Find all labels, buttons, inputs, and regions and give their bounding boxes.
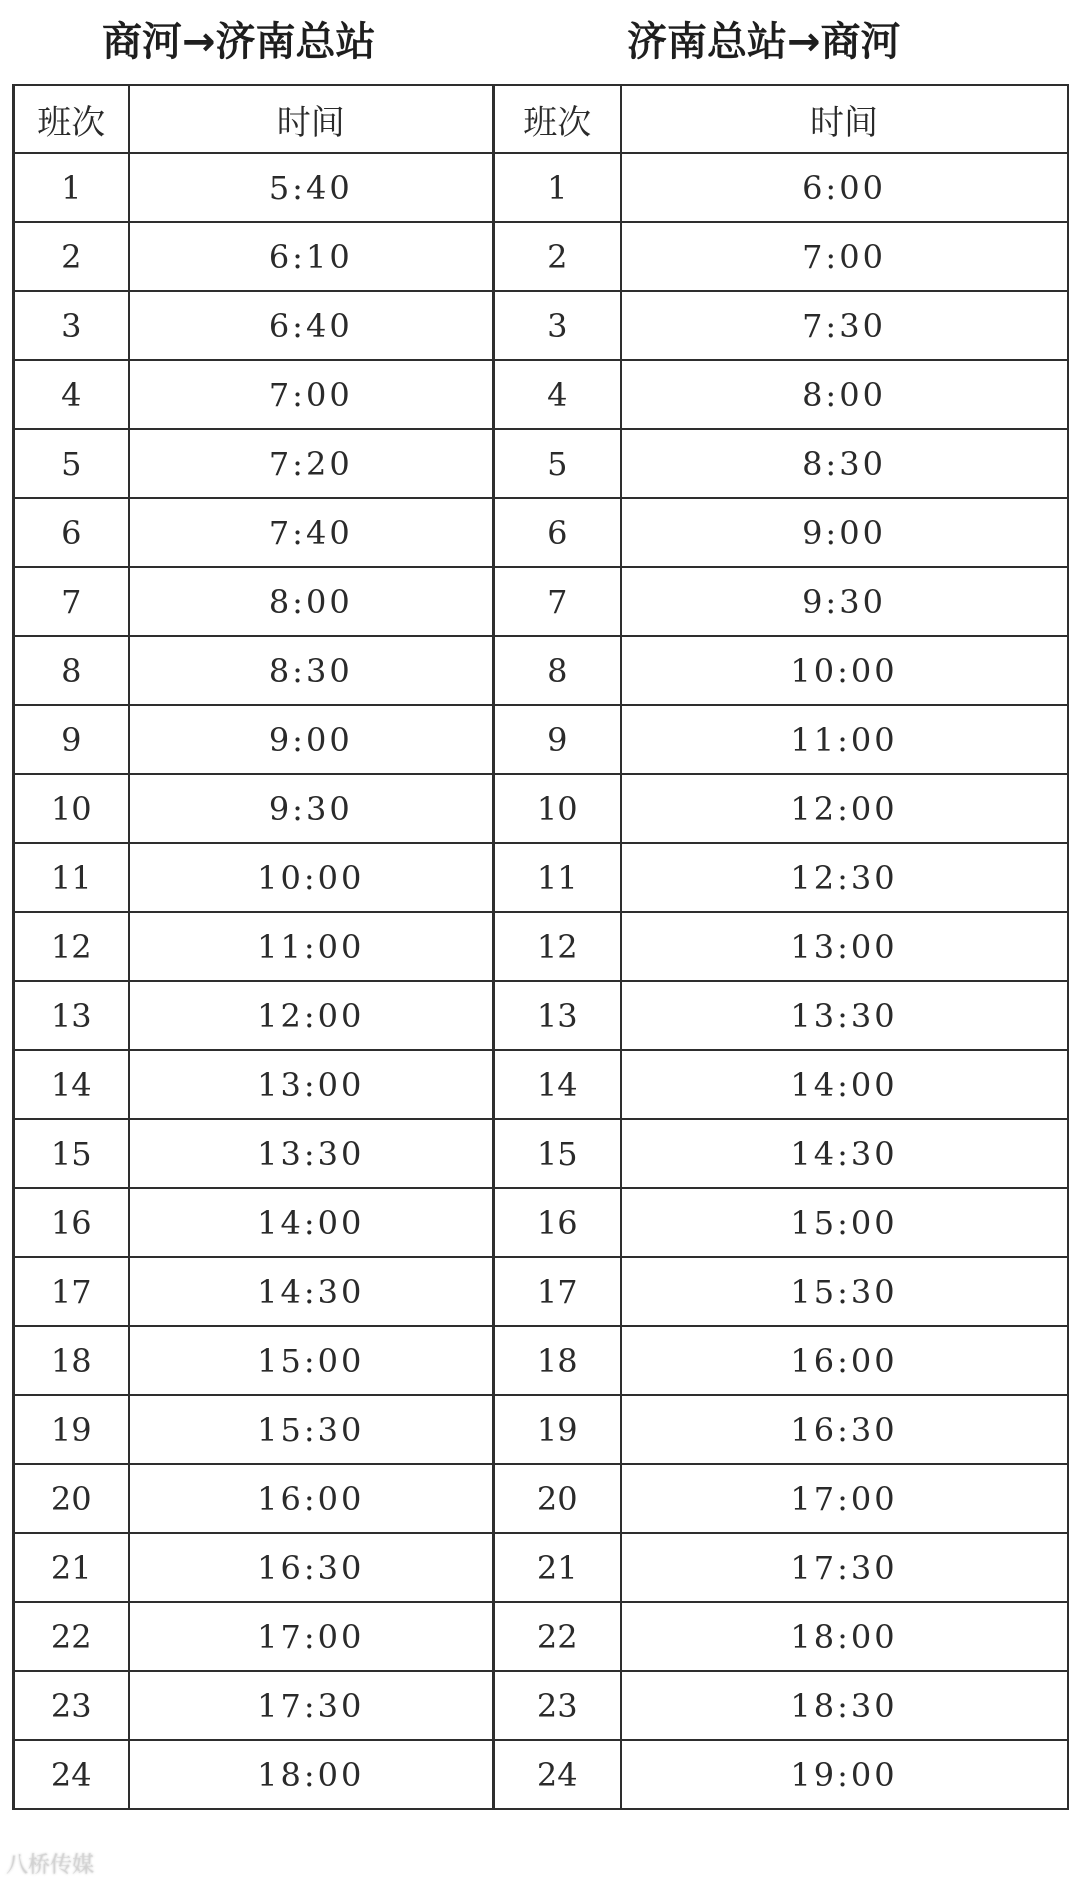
run-number-outbound: 1 (14, 153, 129, 222)
watermark-logo: 八桥传媒 (6, 1853, 95, 1878)
run-number-return: 6 (494, 498, 621, 567)
departure-time-outbound: 6:40 (129, 291, 494, 360)
run-number-return: 14 (494, 1050, 621, 1119)
departure-time-return: 6:00 (621, 153, 1068, 222)
run-number-return: 7 (494, 567, 621, 636)
table-row (14, 1188, 1068, 1257)
table-row (14, 1257, 1068, 1326)
departure-time-outbound: 6:10 (129, 222, 494, 291)
run-number-return: 21 (494, 1533, 621, 1602)
table-row (14, 1740, 1068, 1809)
run-number-outbound: 13 (14, 981, 129, 1050)
header-time-outbound: 时间 (129, 85, 494, 153)
run-number-outbound: 20 (14, 1464, 129, 1533)
run-number-outbound: 3 (14, 291, 129, 360)
departure-time-return: 13:00 (621, 912, 1068, 981)
route-title-shanghe-to-jinan: 商河→济南总站 (102, 19, 376, 65)
departure-time-return: 8:00 (621, 360, 1068, 429)
table-row (14, 981, 1068, 1050)
departure-time-outbound: 8:00 (129, 567, 494, 636)
run-number-return: 2 (494, 222, 621, 291)
run-number-outbound: 14 (14, 1050, 129, 1119)
table-row (14, 1326, 1068, 1395)
departure-time-return: 15:00 (621, 1188, 1068, 1257)
run-number-outbound: 16 (14, 1188, 129, 1257)
departure-time-return: 16:00 (621, 1326, 1068, 1395)
run-number-outbound: 21 (14, 1533, 129, 1602)
table-row (14, 291, 1068, 360)
table-row (14, 1395, 1068, 1464)
run-number-outbound: 9 (14, 705, 129, 774)
run-number-outbound: 2 (14, 222, 129, 291)
run-number-return: 17 (494, 1257, 621, 1326)
table-row (14, 1119, 1068, 1188)
table-row (14, 429, 1068, 498)
departure-time-return: 12:00 (621, 774, 1068, 843)
departure-time-return: 7:00 (621, 222, 1068, 291)
departure-time-outbound: 17:00 (129, 1602, 494, 1671)
run-number-outbound: 6 (14, 498, 129, 567)
run-number-outbound: 24 (14, 1740, 129, 1809)
run-number-return: 19 (494, 1395, 621, 1464)
departure-time-return: 7:30 (621, 291, 1068, 360)
run-number-outbound: 17 (14, 1257, 129, 1326)
run-number-outbound: 10 (14, 774, 129, 843)
departure-time-outbound: 15:00 (129, 1326, 494, 1395)
route-headings (0, 0, 1080, 84)
departure-time-return: 13:30 (621, 981, 1068, 1050)
run-number-outbound: 19 (14, 1395, 129, 1464)
departure-time-return: 8:30 (621, 429, 1068, 498)
run-number-outbound: 23 (14, 1671, 129, 1740)
departure-time-return: 10:00 (621, 636, 1068, 705)
table-row (14, 1464, 1068, 1533)
departure-time-outbound: 7:20 (129, 429, 494, 498)
table-row (14, 843, 1068, 912)
departure-time-return: 14:00 (621, 1050, 1068, 1119)
table-row (14, 774, 1068, 843)
run-number-outbound: 5 (14, 429, 129, 498)
table-row (14, 498, 1068, 567)
run-number-return: 22 (494, 1602, 621, 1671)
departure-time-outbound: 13:30 (129, 1119, 494, 1188)
table-row (14, 1602, 1068, 1671)
timetable-body (14, 153, 1068, 1809)
run-number-return: 8 (494, 636, 621, 705)
run-number-outbound: 7 (14, 567, 129, 636)
run-number-return: 9 (494, 705, 621, 774)
run-number-return: 3 (494, 291, 621, 360)
run-number-return: 11 (494, 843, 621, 912)
departure-time-return: 18:30 (621, 1671, 1068, 1740)
run-number-return: 20 (494, 1464, 621, 1533)
run-number-return: 13 (494, 981, 621, 1050)
departure-time-outbound: 14:30 (129, 1257, 494, 1326)
departure-time-return: 17:30 (621, 1533, 1068, 1602)
table-row (14, 567, 1068, 636)
run-number-return: 1 (494, 153, 621, 222)
timetable-header-row (14, 85, 1068, 153)
run-number-return: 15 (494, 1119, 621, 1188)
table-row (14, 1050, 1068, 1119)
run-number-outbound: 15 (14, 1119, 129, 1188)
departure-time-return: 14:30 (621, 1119, 1068, 1188)
run-number-outbound: 11 (14, 843, 129, 912)
departure-time-outbound: 16:00 (129, 1464, 494, 1533)
departure-time-return: 9:30 (621, 567, 1068, 636)
run-number-return: 4 (494, 360, 621, 429)
run-number-return: 16 (494, 1188, 621, 1257)
table-row (14, 636, 1068, 705)
departure-time-outbound: 18:00 (129, 1740, 494, 1809)
run-number-outbound: 18 (14, 1326, 129, 1395)
departure-time-outbound: 12:00 (129, 981, 494, 1050)
departure-time-return: 9:00 (621, 498, 1068, 567)
departure-time-return: 17:00 (621, 1464, 1068, 1533)
departure-time-outbound: 14:00 (129, 1188, 494, 1257)
run-number-return: 24 (494, 1740, 621, 1809)
run-number-return: 10 (494, 774, 621, 843)
departure-time-outbound: 10:00 (129, 843, 494, 912)
header-run-number-outbound: 班次 (14, 85, 129, 153)
departure-time-outbound: 9:00 (129, 705, 494, 774)
departure-time-outbound: 7:00 (129, 360, 494, 429)
bus-timetable (12, 84, 1069, 1810)
run-number-return: 5 (494, 429, 621, 498)
departure-time-outbound: 11:00 (129, 912, 494, 981)
departure-time-return: 18:00 (621, 1602, 1068, 1671)
table-row (14, 153, 1068, 222)
departure-time-outbound: 17:30 (129, 1671, 494, 1740)
header-run-number-return: 班次 (494, 85, 621, 153)
table-row (14, 1671, 1068, 1740)
route-title-jinan-to-shanghe: 济南总站→商河 (627, 19, 901, 65)
departure-time-outbound: 9:30 (129, 774, 494, 843)
table-row (14, 222, 1068, 291)
departure-time-outbound: 8:30 (129, 636, 494, 705)
table-row (14, 360, 1068, 429)
departure-time-outbound: 15:30 (129, 1395, 494, 1464)
departure-time-outbound: 5:40 (129, 153, 494, 222)
run-number-outbound: 22 (14, 1602, 129, 1671)
table-row (14, 705, 1068, 774)
departure-time-outbound: 13:00 (129, 1050, 494, 1119)
run-number-return: 23 (494, 1671, 621, 1740)
run-number-outbound: 4 (14, 360, 129, 429)
departure-time-return: 19:00 (621, 1740, 1068, 1809)
departure-time-return: 12:30 (621, 843, 1068, 912)
table-row (14, 912, 1068, 981)
run-number-return: 12 (494, 912, 621, 981)
run-number-outbound: 8 (14, 636, 129, 705)
run-number-outbound: 12 (14, 912, 129, 981)
departure-time-outbound: 7:40 (129, 498, 494, 567)
departure-time-outbound: 16:30 (129, 1533, 494, 1602)
departure-time-return: 16:30 (621, 1395, 1068, 1464)
table-row (14, 1533, 1068, 1602)
departure-time-return: 11:00 (621, 705, 1068, 774)
departure-time-return: 15:30 (621, 1257, 1068, 1326)
run-number-return: 18 (494, 1326, 621, 1395)
header-time-return: 时间 (621, 85, 1068, 153)
